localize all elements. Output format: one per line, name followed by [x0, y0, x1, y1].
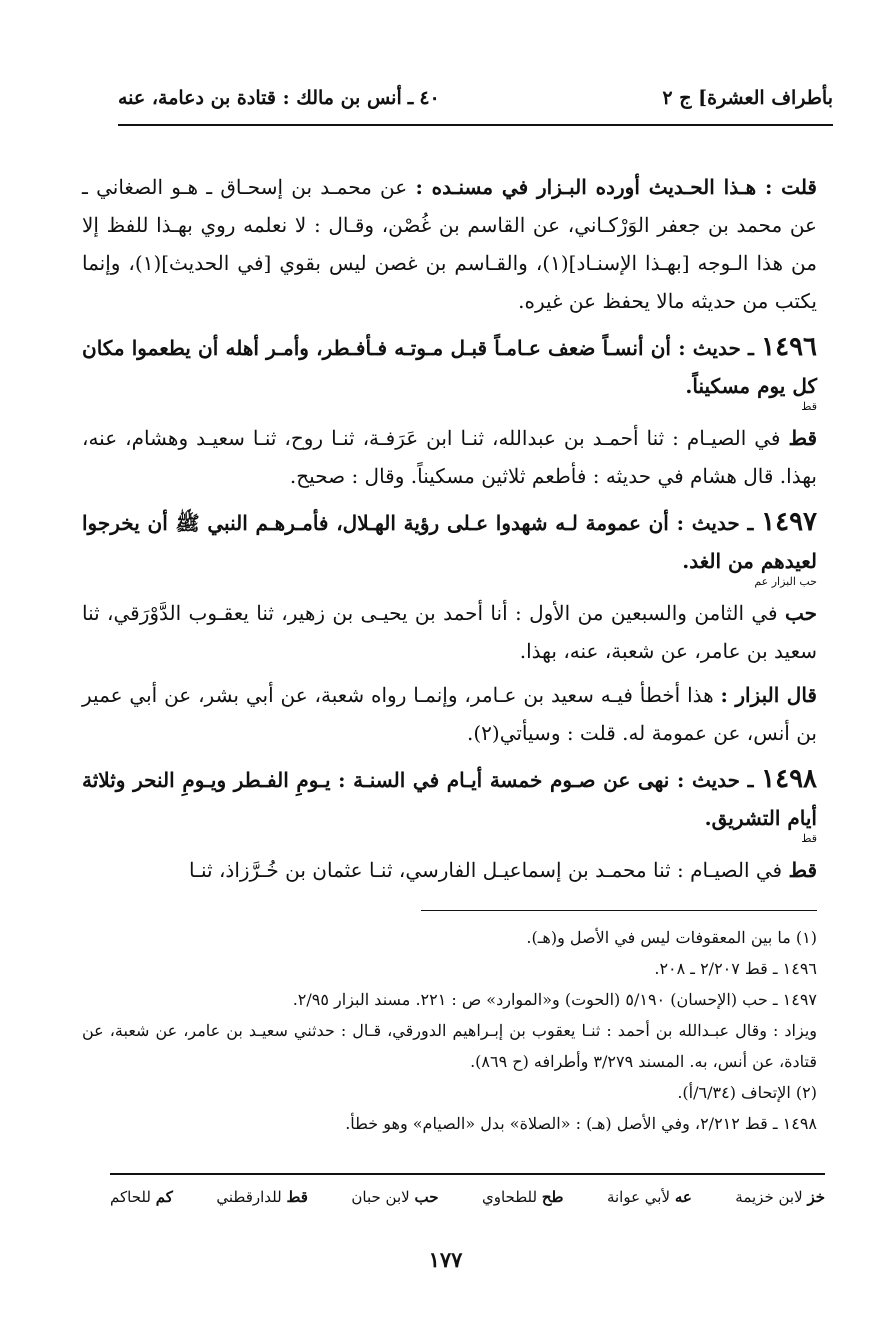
abbreviation-code: حب	[414, 1188, 439, 1206]
paragraph-lead: حب	[784, 601, 817, 625]
paragraph-note-1	[82, 168, 817, 320]
abbreviation-name: للحاكم	[110, 1188, 151, 1206]
header-book-title: بأطراف العشرة] ج ٢	[662, 87, 833, 109]
hadith-sigla: حب البزار عم	[754, 575, 817, 588]
paragraph-lead: قال البزار :	[720, 683, 817, 707]
hadith-sigla: قط	[801, 832, 817, 845]
paragraph-lead: قط	[788, 426, 817, 450]
abbreviations-rule	[110, 1173, 825, 1175]
hadith-sigla: قط	[801, 400, 817, 413]
abbreviation-code: خز	[807, 1188, 825, 1206]
abbreviation-code: قط	[286, 1188, 308, 1206]
footnote-1497: ١٤٩٧ ـ حب (الإحسان) ٥/١٩٠ (الحوت) و«الموارد» ص : ٢٢١. مسند البزار ٢/٩٥.	[292, 990, 817, 1009]
paragraph-source-1497	[82, 594, 817, 670]
hadith-text: ـ حديث : أن عمومة لـه شهدوا عـلى رؤية الهـلال، فأمـرهـم النبي ﷺ أن يخرجوا لعيدهم من الغد.	[82, 511, 817, 573]
footnote-1: (١) ما بين المعقوفات ليس في الأصل و(هـ).	[526, 928, 817, 947]
abbreviation-name: لابن حبان	[351, 1188, 410, 1206]
abbreviation-item	[216, 1188, 308, 1206]
page-number: ١٧٧	[428, 1247, 463, 1272]
abbreviation-name: لأبي عوانة	[606, 1188, 671, 1206]
hadith-number: ١٤٩٦	[761, 332, 817, 362]
abbreviation-code: عه	[674, 1188, 692, 1206]
hadith-number: ١٤٩٧	[761, 507, 817, 537]
abbreviation-name: للدارقطني	[216, 1188, 282, 1206]
paragraph-text: في الصيـام : ثنا محمـد بن إسماعيـل الفارسي، ثنـا عثمان بن خُـرَّزاذ، ثنـا	[189, 858, 783, 882]
abbreviation-item	[110, 1188, 173, 1206]
paragraph-text: في الصيـام : ثنا أحمـد بن عبدالله، ثنـا ابن عَرَفـة، ثنـا روح، ثنـا سعيـد وهشام، عنه، بهذا. قال هشام في حديثه : فأطعم ثلاثين مسكيناً. وقال : صحيح.	[82, 426, 817, 488]
footnote-1496: ١٤٩٦ ـ قط ٢/٢٠٧ ـ ٢٠٨.	[654, 959, 817, 978]
hadith-1498	[82, 760, 817, 845]
abbreviations-key	[110, 1188, 825, 1206]
header-rule	[118, 124, 833, 126]
hadith-1497	[82, 503, 817, 588]
paragraph-lead: قلت : هـذا الحـديث أورده البـزار في مسنـده :	[415, 175, 817, 199]
paragraph-source-1496	[82, 419, 817, 495]
hadith-number: ١٤٩٨	[761, 764, 817, 794]
abbreviation-name: لابن خزيمة	[735, 1188, 803, 1206]
hadith-1496	[82, 328, 817, 413]
paragraph-text: عن محمـد بن إسحـاق ـ هـو الصغاني ـ عن محمد بن جعفر الوَرْكـاني، عن القاسم بن غُصْن، وقـال : لا نعلمه روي بهـذا للفظ إلا من هذا الـوجه [بهـذا الإسنـاد](١)، والقـاسم بن غصن ليس بقوي [في الحديث](١)، وإنما يكتب من حديثه مالا يحفظ عن غيره.	[82, 175, 817, 313]
abbreviation-name: للطحاوي	[481, 1188, 538, 1206]
paragraph-text: هذا أخطأ فيـه سعيد بن عـامر، وإنمـا رواه شعبة، عن أبي بشر، عن أبي عمير بن أنس، عن عمومة له. قلت : وسيأتي(٢).	[82, 683, 817, 745]
abbreviation-item	[607, 1188, 692, 1206]
abbreviation-item	[482, 1188, 563, 1206]
footnote-2: (٢) الإتحاف (٦/٣٤/أ).	[677, 1083, 817, 1102]
paragraph-text: في الثامن والسبعين من الأول : أنا أحمد بن يحيـى بن زهير، ثنا يعقـوب الدَّوْرَقي، ثنا سعيد بن عامر، عن شعبة، عنه، بهذا.	[82, 601, 817, 663]
abbreviation-code: طح	[541, 1188, 564, 1206]
abbreviation-code: كم	[155, 1188, 173, 1206]
header-dash: ـ	[407, 87, 414, 109]
footnote-rule	[421, 910, 817, 911]
abbreviation-item	[351, 1188, 438, 1206]
footnote-1498: ١٤٩٨ ـ قط ٢/٢١٢، وفي الأصل (هـ) : «الصلاة» بدل «الصيام» وهو خطأ.	[345, 1114, 817, 1133]
paragraph-lead: قط	[788, 858, 817, 882]
header-section-title: أنس بن مالك : قتادة بن دعامة، عنه	[118, 87, 402, 109]
main-text	[82, 168, 817, 895]
paragraph-bazzar-note	[82, 676, 817, 752]
abbreviation-item	[735, 1188, 825, 1206]
footnotes	[82, 922, 817, 1139]
hadith-text: ـ حديث : أن أنسـاً ضعف عـامـاً قبـل مـوتـه فـأفـطر، وأمـر أهله أن يطعموا مكان كل يوم مسكيناً.	[82, 336, 817, 398]
running-header	[118, 80, 833, 116]
header-section-number: ٤٠	[419, 87, 440, 109]
hadith-text: ـ حديث : نهى عن صـوم خمسة أيـام في السنـة : يـومِ الفـطر ويـومِ النحر وثلاثة أيام التشريق.	[82, 768, 817, 830]
footnote-1497-addition: ويزاد : وقال عبـدالله بن أحمد : ثنـا يعقوب بن إبـراهيم الدورقي، قـال : حدثني سعيـد بن عامر، عن شعبة، عن قتادة، عن أنس، به. المسند ٣/٢٧٩ وأطرافه (ح ٨٦٩).	[82, 1021, 817, 1071]
header-section	[118, 87, 440, 109]
paragraph-source-1498	[82, 851, 817, 889]
